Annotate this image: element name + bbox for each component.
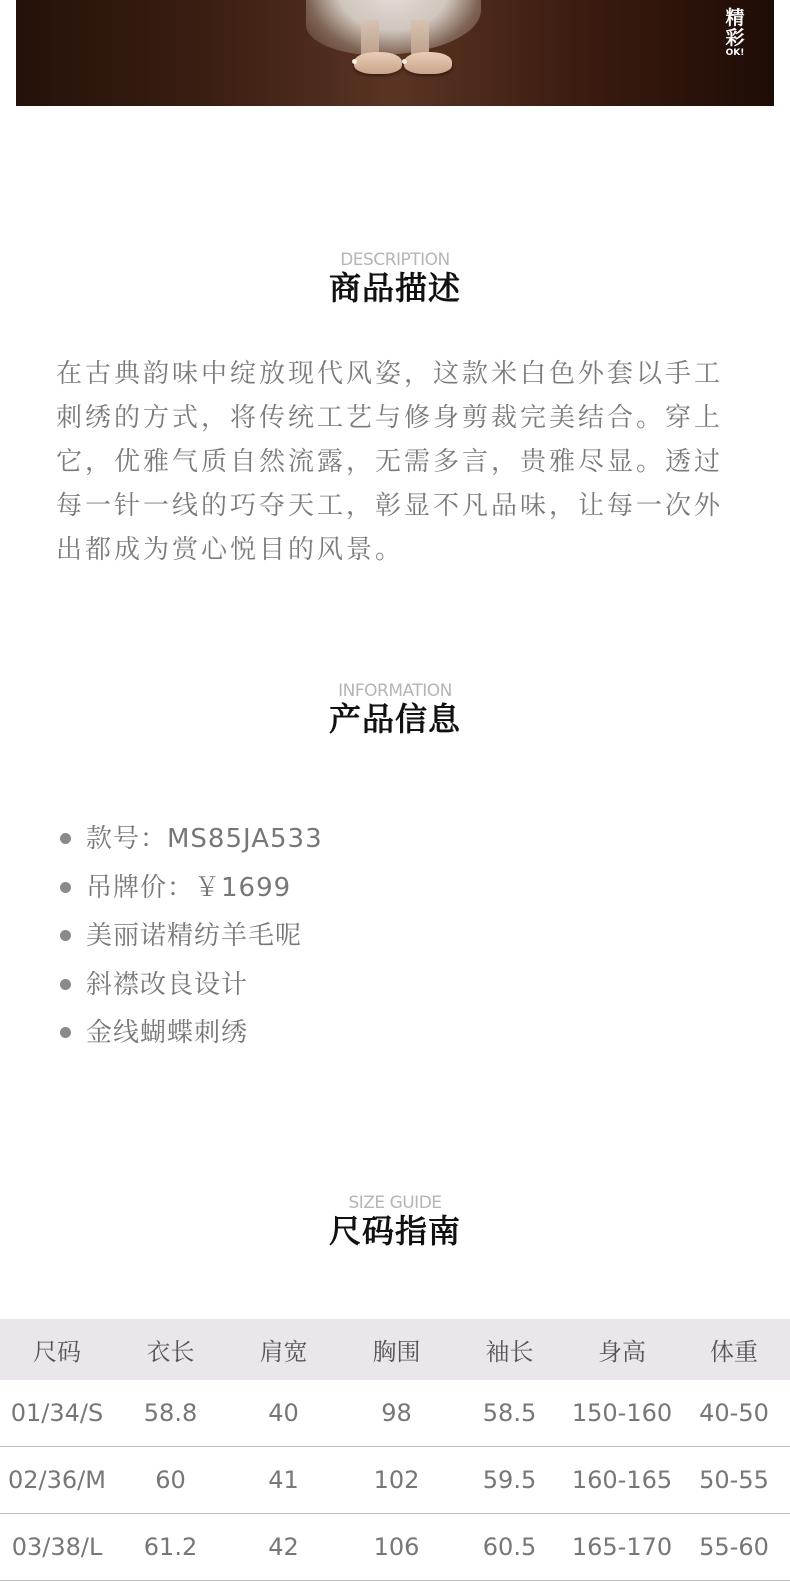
header-shoulder: 肩宽 (227, 1319, 340, 1380)
header-sleeve: 袖长 (453, 1319, 566, 1380)
cell-sleeve: 58.5 (453, 1380, 566, 1447)
info-item-design: 斜襟改良设计 (60, 962, 323, 1011)
header-size: 尺码 (0, 1319, 114, 1380)
logo-char-2: 彩 (725, 27, 745, 49)
cell-length: 60 (114, 1447, 227, 1514)
information-heading (0, 681, 790, 737)
size-guide-zh-title: 尺码指南 (328, 1212, 461, 1250)
cell-height: 150-160 (566, 1380, 678, 1447)
size-guide-en-title: SIZE GUIDE (348, 1193, 442, 1213)
description-en-title: DESCRIPTION (340, 250, 450, 270)
cell-bust: 106 (340, 1514, 453, 1581)
logo-char-1: 精 (725, 7, 745, 29)
dress-hem (306, 0, 481, 55)
hero-image (16, 0, 774, 106)
cell-length: 58.8 (114, 1380, 227, 1447)
info-item-style-number: 款号：MS85JA533 (60, 816, 323, 865)
left-shoe (354, 52, 402, 74)
cell-weight: 40-50 (678, 1380, 790, 1447)
cell-weight: 50-55 (678, 1447, 790, 1514)
cell-size: 01/34/S (0, 1380, 114, 1447)
cell-weight: 55-60 (678, 1514, 790, 1581)
information-en-title: INFORMATION (338, 681, 452, 701)
cell-sleeve: 60.5 (453, 1514, 566, 1581)
information-zh-title: 产品信息 (328, 700, 461, 738)
cell-bust: 98 (340, 1380, 453, 1447)
logo-ok: OK! (725, 48, 745, 58)
product-info-list (60, 816, 323, 1059)
right-shoe (404, 52, 452, 74)
cell-sleeve: 59.5 (453, 1447, 566, 1514)
header-height: 身高 (566, 1319, 678, 1380)
cell-shoulder: 41 (227, 1447, 340, 1514)
cell-size: 03/38/L (0, 1514, 114, 1581)
cell-bust: 102 (340, 1447, 453, 1514)
size-table-header (0, 1319, 790, 1380)
cell-size: 02/36/M (0, 1447, 114, 1514)
description-text: 在古典韵味中绽放现代风姿，这款米白色外套以手工刺绣的方式，将传统工艺与修身剪裁完美结合。穿上它，优雅气质自然流露，无需多言，贵雅尽显。透过每一针一线的巧夺天工，彰显不凡品味，让每一次外出都成为赏心悦目的风景。 (56, 359, 724, 565)
cell-height: 165-170 (566, 1514, 678, 1581)
description-heading (0, 250, 790, 306)
cell-height: 160-165 (566, 1447, 678, 1514)
table-row (0, 1380, 790, 1447)
header-length: 衣长 (114, 1319, 227, 1380)
brand-logo (722, 8, 748, 59)
header-weight: 体重 (678, 1319, 790, 1380)
size-guide-heading (0, 1193, 790, 1249)
description-zh-title: 商品描述 (328, 269, 461, 307)
info-item-price: 吊牌价：￥1699 (60, 865, 323, 914)
cell-shoulder: 42 (227, 1514, 340, 1581)
header-bust: 胸围 (340, 1319, 453, 1380)
table-row (0, 1447, 790, 1514)
info-item-embroidery: 金线蝴蝶刺绣 (60, 1010, 323, 1059)
size-table (0, 1319, 790, 1581)
cell-shoulder: 40 (227, 1380, 340, 1447)
info-item-material: 美丽诺精纺羊毛呢 (60, 913, 323, 962)
table-row (0, 1514, 790, 1581)
cell-length: 61.2 (114, 1514, 227, 1581)
